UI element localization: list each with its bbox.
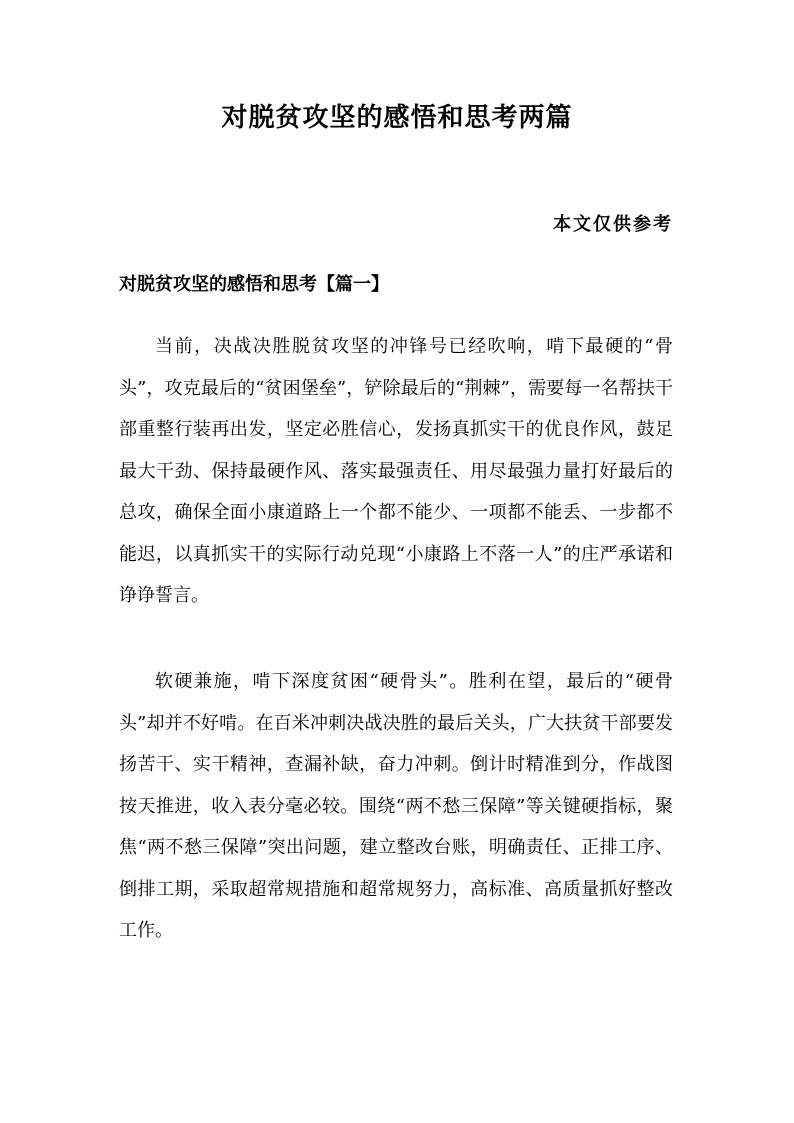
reference-note: 本文仅供参考 xyxy=(553,214,673,235)
body-paragraph-2: 软硬兼施，啃下深度贫困“硬骨头”。胜利在望，最后的“硬骨头”却并不好啃。在百米冲刺决战决胜的最后关头，广大扶贫干部要发扬苦干、实干精神，查漏补缺，奋力冲刺。倒计时精准到分，作战图按天推进，收入表分毫必较。围绕“两不愁三保障”等关键硬指标，聚焦“两不愁三保障”突出问题，建立整改台账，明确责任、正排工序、倒排工期，采取超常规措施和超常规努力，高标准、高质量抓好整改工作。 xyxy=(119,671,673,941)
document-title: 对脱贫攻坚的感悟和思考两篇 xyxy=(221,103,573,133)
section-heading: 对脱贫攻坚的感悟和思考【篇一】 xyxy=(119,274,389,295)
body-paragraph-1: 当前，决战决胜脱贫攻坚的冲锋号已经吹响，啃下最硬的“骨头”，攻克最后的“贫困堡垒”，铲除最后的“荆棘”，需要每一名帮扶干部重整行装再出发，坚定必胜信心，发扬真抓实干的优良作风，鼓足最大干劲、保持最硬作风、落实最强责任、用尽最强力量打好最后的总攻，确保全面小康道路上一个都不能少、一项都不能丢、一步都不能迟，以真抓实干的实际行动兑现“小康路上不落一人”的庄严承诺和诤诤誓言。 xyxy=(119,336,673,606)
